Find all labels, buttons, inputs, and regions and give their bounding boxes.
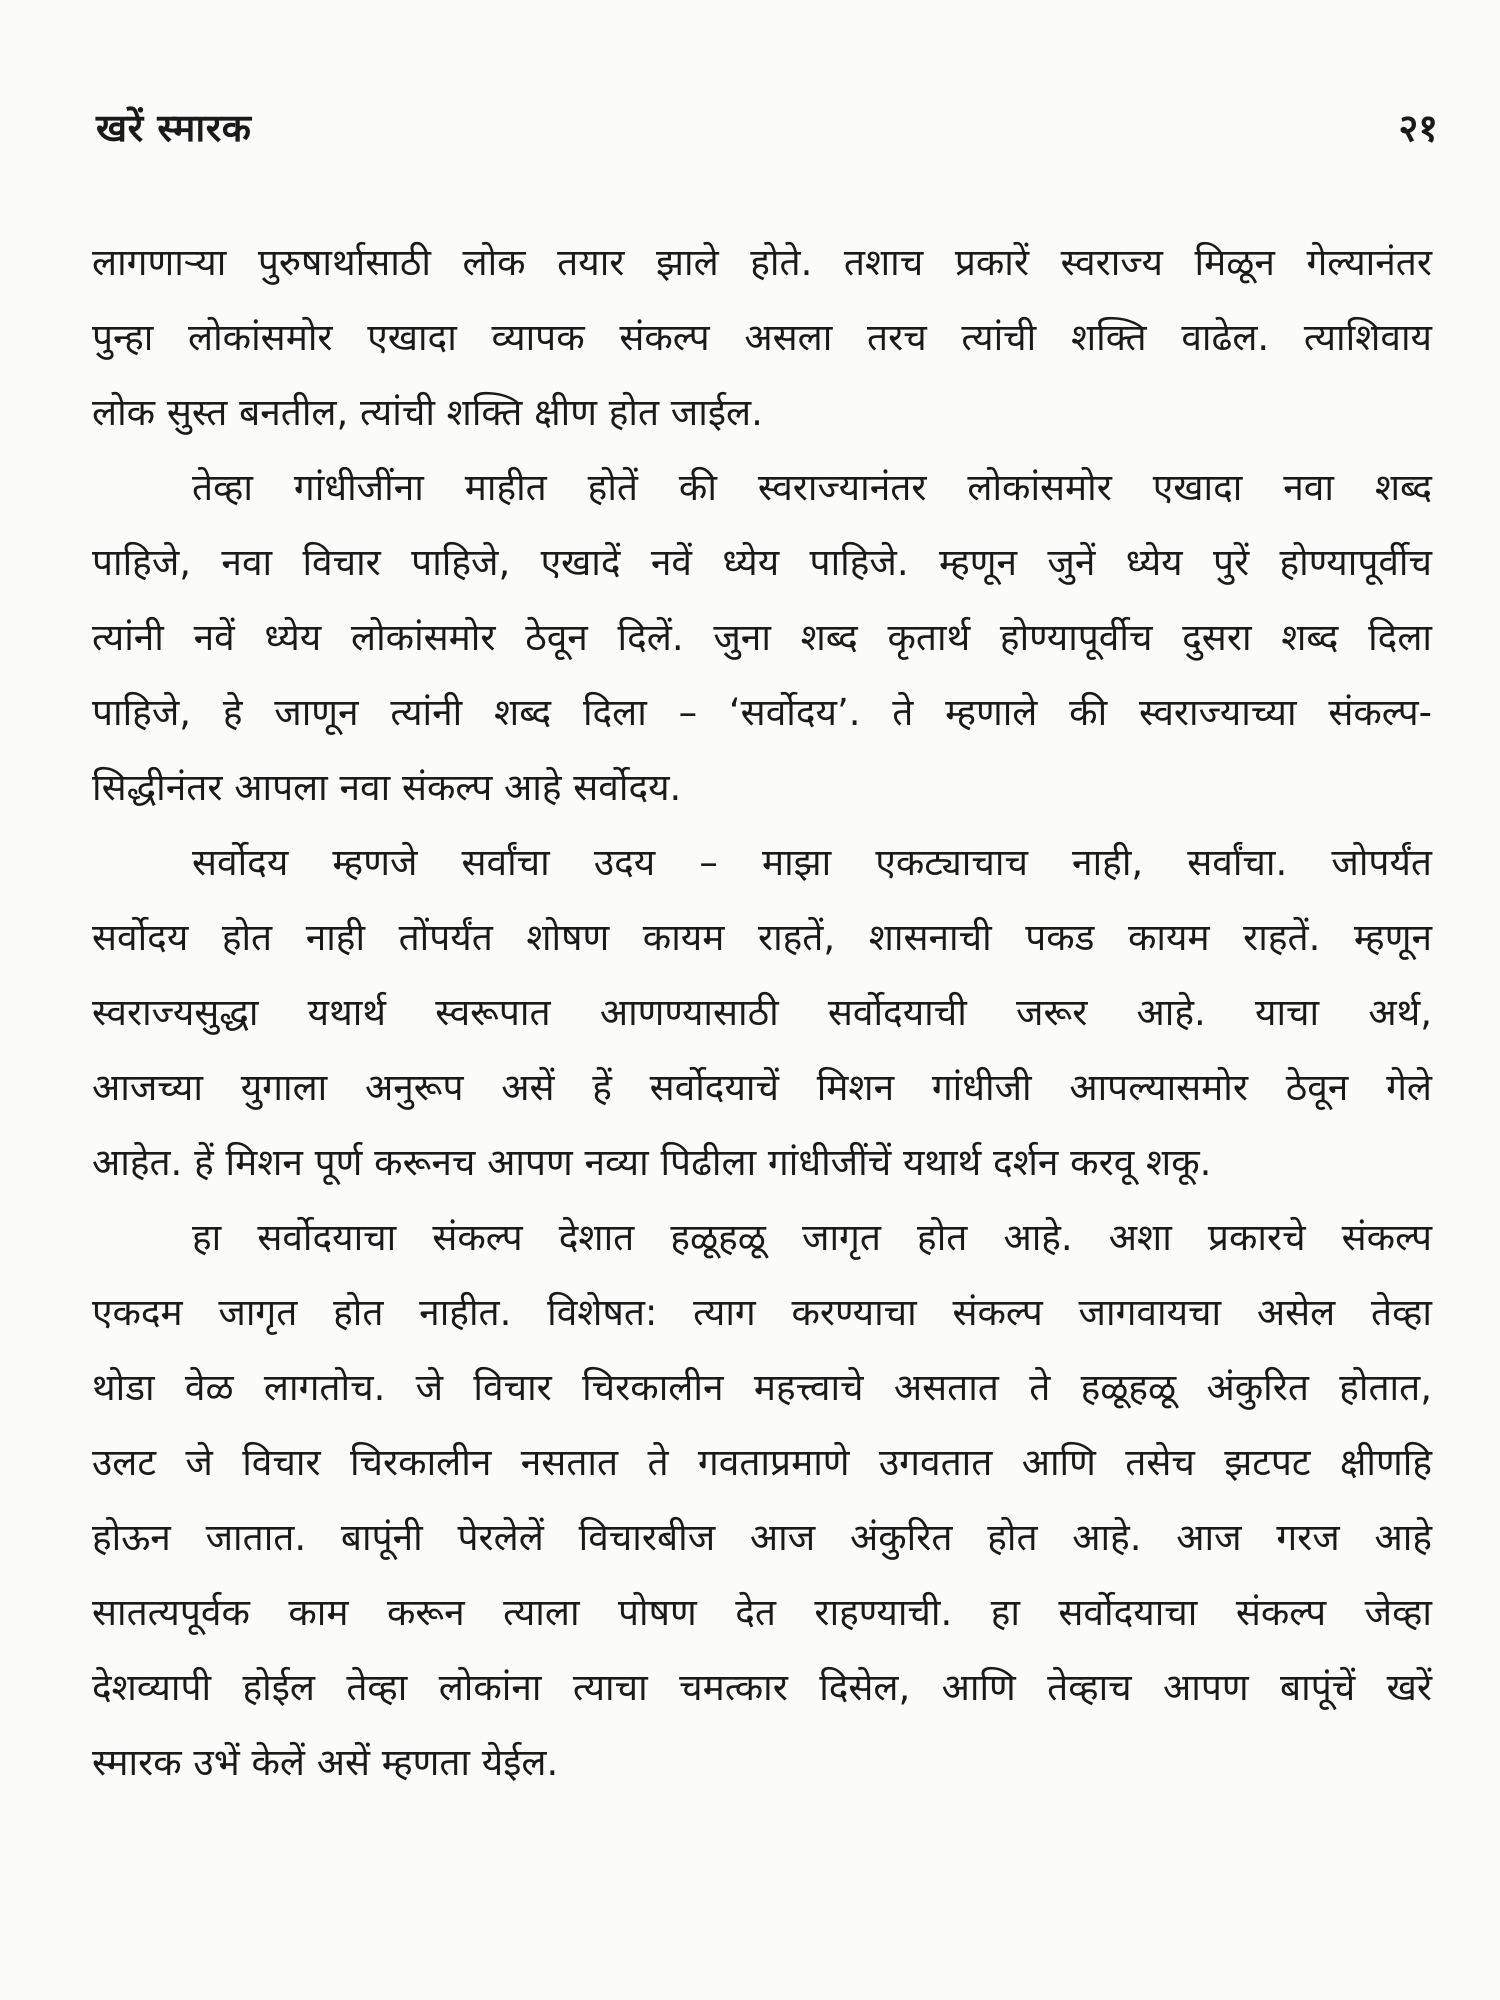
running-title: खरें स्मारक [96,106,252,150]
text-line: तेव्हा गांधीजींना माहीत होतें की स्वराज्यानंतर लोकांसमोर एखादा नवा शब्द [192,466,1432,509]
text-line: सर्वोदय होत नाही तोंपर्यंत शोषण कायम राहतें, शासनाची पकड कायम राहतें. म्हणून [92,916,1432,959]
text-line: देशव्यापी होईल तेव्हा लोकांना त्याचा चमत्कार दिसेल, आणि तेव्हाच आपण बापूंचें खरें [92,1666,1432,1709]
text-line: एकदम जागृत होत नाहीत. विशेषत: त्याग करण्याचा संकल्प जागवायचा असेल तेव्हा [92,1291,1432,1334]
body-text [92,225,1432,1800]
text-line: आहेत. हें मिशन पूर्ण करूनच आपण नव्या पिढीला गांधीजींचें यथार्थ दर्शन करवू शकू. [92,1141,1212,1184]
text-line: हा सर्वोदयाचा संकल्प देशात हळूहळू जागृत होत आहे. अशा प्रकारचे संकल्प [192,1216,1432,1259]
text-line: लागणाऱ्या पुरुषार्थासाठी लोक तयार झाले होते. तशाच प्रकारें स्वराज्य मिळून गेल्यानंतर [92,241,1432,284]
text-line: पाहिजे, हे जाणून त्यांनी शब्द दिला – ‘सर्वोदय’. ते म्हणाले की स्वराज्याच्या संकल्प- [92,691,1432,734]
text-line: सर्वोदय म्हणजे सर्वांचा उदय – माझा एकट्याचाच नाही, सर्वांचा. जोपर्यंत [192,841,1432,884]
text-line: थोडा वेळ लागतोच. जे विचार चिरकालीन महत्त्वाचे असतात ते हळूहळू अंकुरित होतात, [92,1366,1432,1409]
text-line: आजच्या युगाला अनुरूप असें हें सर्वोदयाचें मिशन गांधीजी आपल्यासमोर ठेवून गेले [92,1066,1432,1109]
page-number: २१ [1398,106,1438,150]
text-line: सिद्धीनंतर आपला नवा संकल्प आहे सर्वोदय. [92,766,682,809]
text-line: होऊन जातात. बापूंनी पेरलेलें विचारबीज आज अंकुरित होत आहे. आज गरज आहे [92,1516,1432,1559]
text-line: उलट जे विचार चिरकालीन नसतात ते गवताप्रमाणे उगवतात आणि तसेच झटपट क्षीणहि [92,1441,1432,1484]
text-line: त्यांनी नवें ध्येय लोकांसमोर ठेवून दिलें. जुना शब्द कृतार्थ होण्यापूर्वीच दुसरा शब्द दिला [92,616,1432,659]
text-line: स्मारक उभें केलें असें म्हणता येईल. [92,1741,559,1784]
text-line: स्वराज्यसुद्धा यथार्थ स्वरूपात आणण्यासाठी सर्वोदयाची जरूर आहे. याचा अर्थ, [92,991,1432,1034]
text-line: पुन्हा लोकांसमोर एखादा व्यापक संकल्प असला तरच त्यांची शक्ति वाढेल. त्याशिवाय [92,316,1432,359]
text-line: पाहिजे, नवा विचार पाहिजे, एखादें नवें ध्येय पाहिजे. म्हणून जुनें ध्येय पुरें होण्यापूर्वीच [92,541,1432,584]
text-line: लोक सुस्त बनतील, त्यांची शक्ति क्षीण होत जाईल. [92,391,763,434]
text-line: सातत्यपूर्वक काम करून त्याला पोषण देत राहण्याची. हा सर्वोदयाचा संकल्प जेव्हा [92,1591,1432,1634]
